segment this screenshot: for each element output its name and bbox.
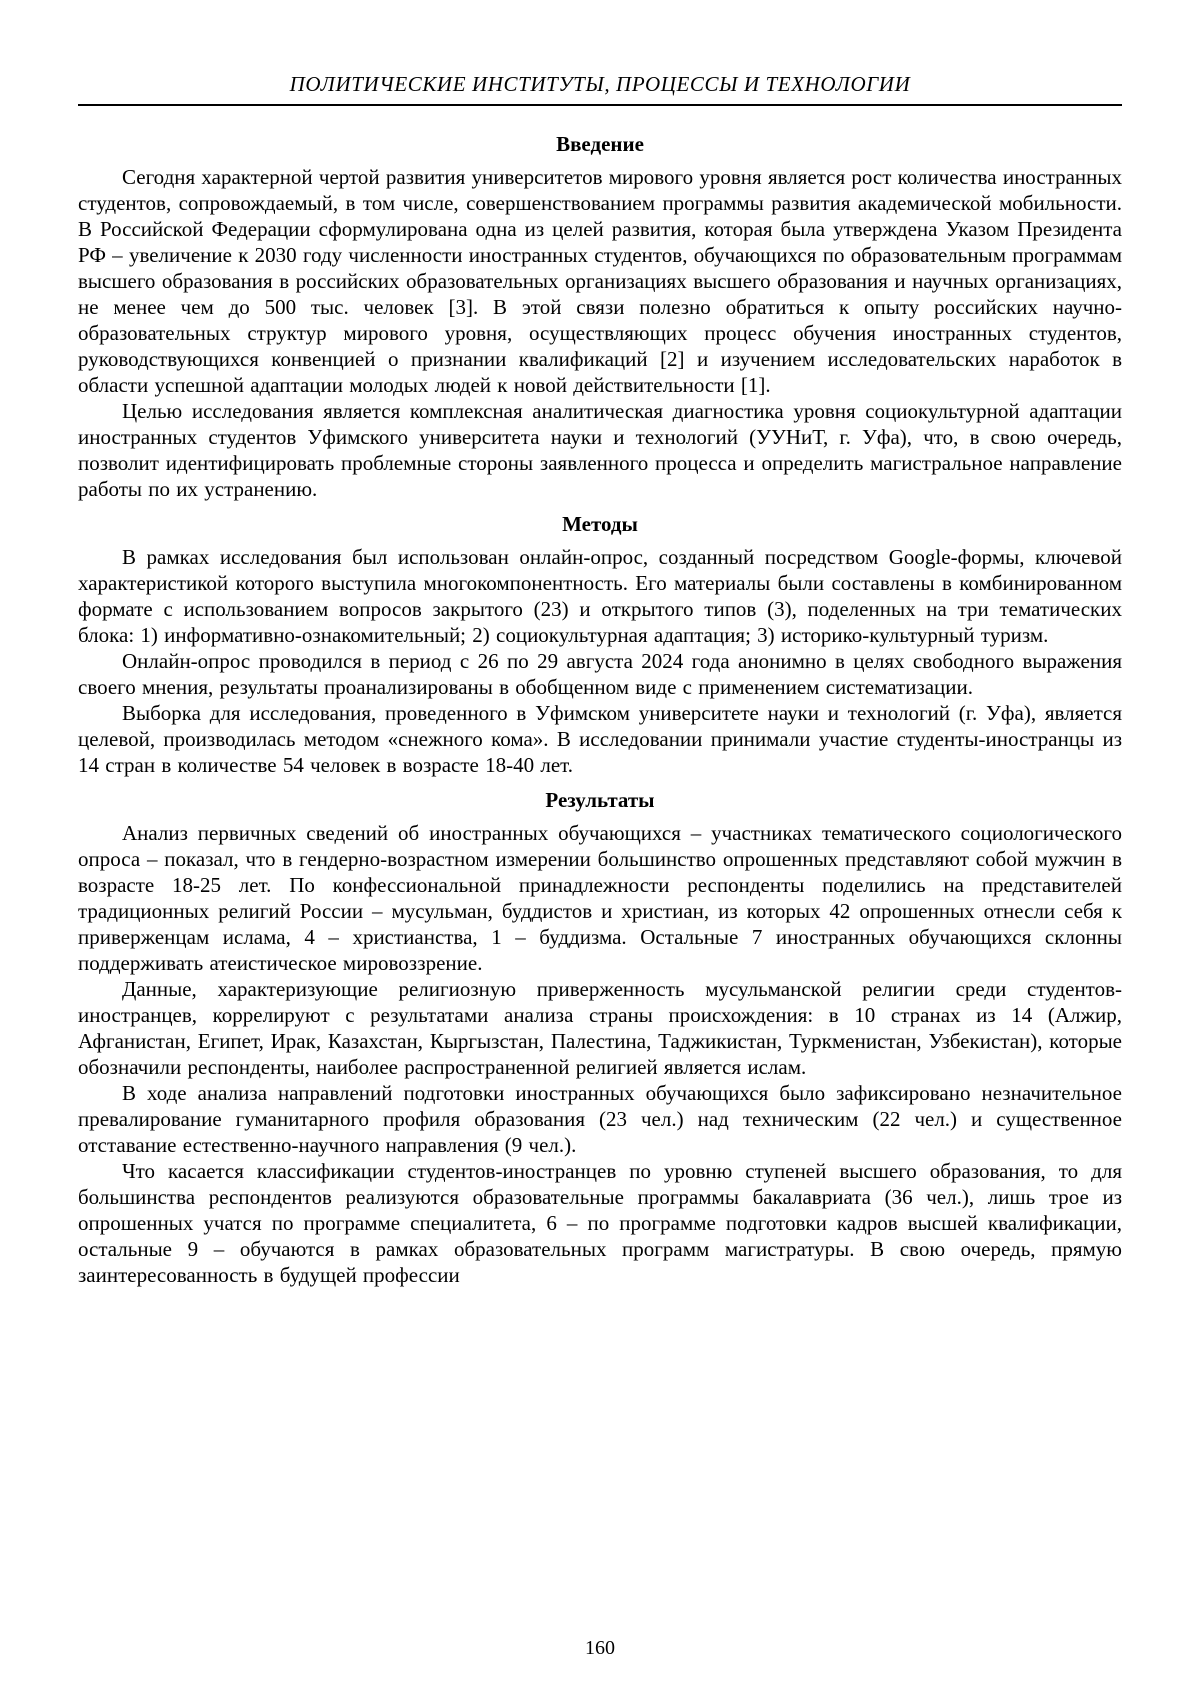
section-heading-methods: Методы bbox=[562, 512, 638, 536]
paragraph: Онлайн-опрос проводился в период с 26 по 29 августа 2024 года анонимно в целях свободного выражения своего мнения, результаты проанализированы в обобщенном виде с применением систематизации. bbox=[78, 649, 1122, 699]
section-heading-results: Результаты bbox=[545, 788, 655, 812]
paragraph: Что касается классификации студентов-иностранцев по уровню ступеней высшего образования, то для большинства респондентов реализуются образовательные программы бакалавриата (36 чел.), лишь трое из опрошенных учатся по программе специалитета, 6 – по программе подготовки кадров высшей квалификации, остальные 9 – обучаются в рамках образовательных программ магистратуры. В свою очередь, прямую заинтересованность в будущей профессии bbox=[78, 1159, 1122, 1287]
page-header bbox=[78, 72, 1122, 122]
page-footer bbox=[78, 1637, 1122, 1660]
paragraph: Выборка для исследования, проведенного в Уфимском университете науки и технологий (г. Уфа), является целевой, производилась методом «снежного кома». В исследовании принимали участие студенты-иностранцы из 14 стран в количестве 54 человек в возрасте 18-40 лет. bbox=[78, 701, 1122, 777]
page-number: 160 bbox=[585, 1637, 615, 1659]
paragraph: Данные, характеризующие религиозную приверженность мусульманской религии среди студентов-иностранцев, коррелируют с результатами анализа страны происхождения: в 10 странах из 14 (Алжир, Афганистан, Египет, Ирак, Казахстан, Кыргызстан, Палестина, Таджикистан, Туркменистан, Узбекистан), которые обозначили респонденты, наиболее распространенной религией является ислам. bbox=[78, 977, 1122, 1079]
paragraph: Целью исследования является комплексная аналитическая диагностика уровня социокультурной адаптации иностранных студентов Уфимского университета науки и технологий (УУНиТ, г. Уфа), что, в свою очередь, позволит идентифицировать проблемные стороны заявленного процесса и определить магистральное направление работы по их устранению. bbox=[78, 399, 1122, 501]
article-body bbox=[78, 122, 1122, 1288]
paragraph: В рамках исследования был использован онлайн-опрос, созданный посредством Google-формы, ключевой характеристикой которого выступила многокомпонентность. Его материалы были составлены в комбинированном формате с использованием вопросов закрытого (23) и открытого типов (3), поделенных на три тематических блока: 1) информативно-ознакомительный; 2) социокультурная адаптация; 3) историко-культурный туризм. bbox=[78, 545, 1122, 647]
paragraph: Анализ первичных сведений об иностранных обучающихся – участниках тематического социологического опроса – показал, что в гендерно-возрастном измерении большинство опрошенных представляют собой мужчин в возрасте 18-25 лет. По конфессиональной принадлежности респонденты поделились на представителей традиционных религий России – мусульман, буддистов и христиан, из которых 42 опрошенных отнесли себя к приверженцам ислама, 4 – христианства, 1 – буддизма. Остальные 7 иностранных обучающихся склонны поддерживать атеистическое мировоззрение. bbox=[78, 821, 1122, 975]
paragraph: Сегодня характерной чертой развития университетов мирового уровня является рост количества иностранных студентов, сопровождаемый, в том числе, совершенствованием программы развития академической мобильности. В Российской Федерации сформулирована одна из целей развития, которая была утверждена Указом Президента РФ – увеличение к 2030 году численности иностранных студентов, обучающихся по образовательным программам высшего образования в российских образовательных организациях высшего образования и научных организациях, не менее чем до 500 тыс. человек [3]. В этой связи полезно обратиться к опыту российских научно-образовательных структур мирового уровня, осуществляющих процесс обучения иностранных студентов, руководствующихся конвенцией о признании квалификаций [2] и изучением исследовательских наработок в области успешной адаптации молодых людей к новой действительности [1]. bbox=[78, 165, 1122, 397]
header-rule bbox=[78, 104, 1122, 106]
paragraph: В ходе анализа направлений подготовки иностранных обучающихся было зафиксировано незначительное превалирование гуманитарного профиля образования (23 чел.) над техническим (22 чел.) и существенное отставание естественно-научного направления (9 чел.). bbox=[78, 1081, 1122, 1157]
running-head: ПОЛИТИЧЕСКИЕ ИНСТИТУТЫ, ПРОЦЕССЫ И ТЕХНОЛОГИИ bbox=[289, 72, 911, 96]
section-heading-introduction: Введение bbox=[556, 132, 644, 156]
